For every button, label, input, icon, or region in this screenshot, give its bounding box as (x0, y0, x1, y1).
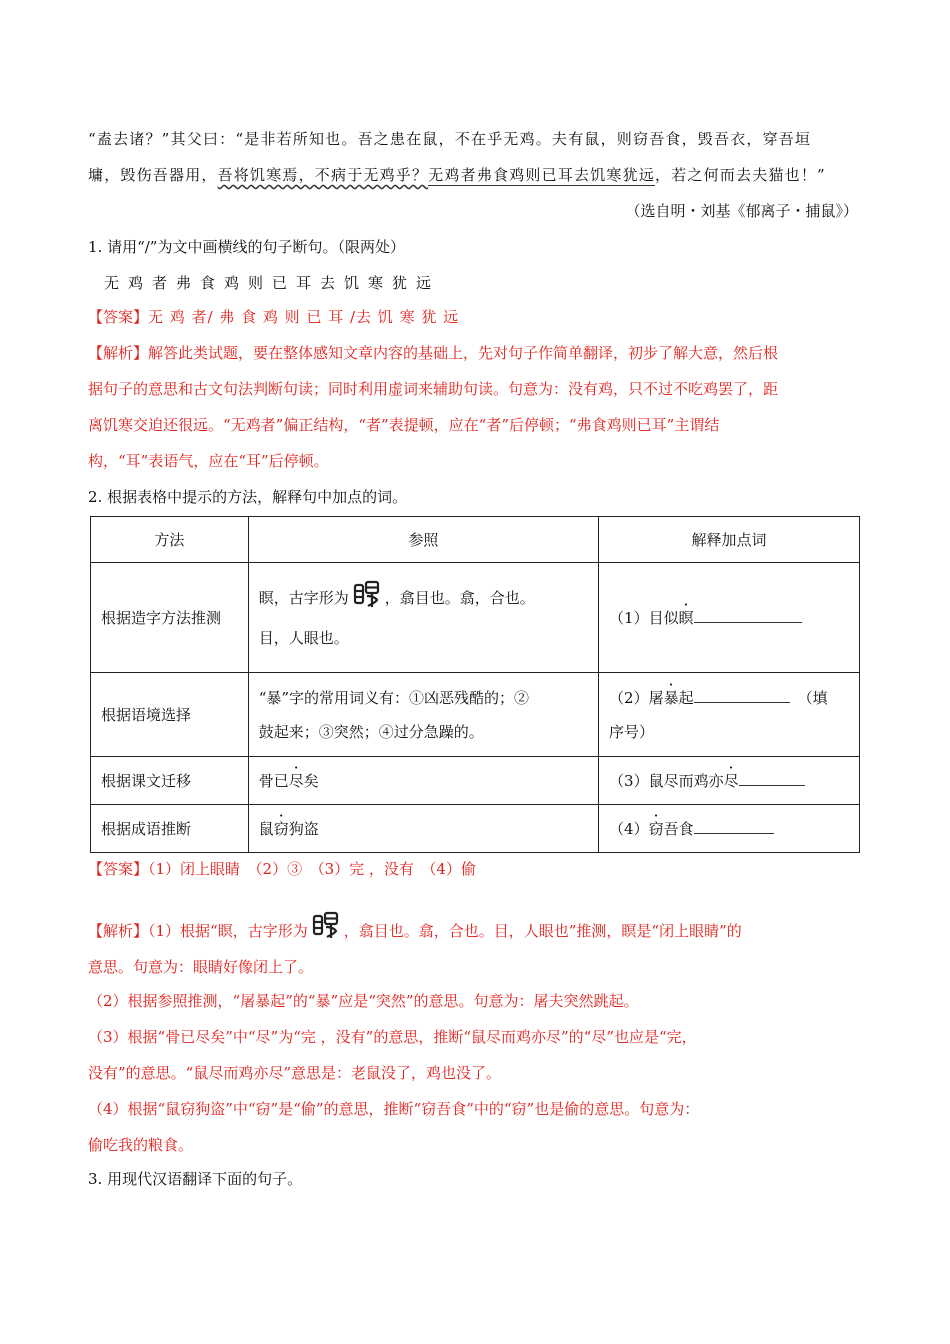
passage-source: （选自明・刘基《郁离子・捕鼠》） (625, 202, 858, 220)
row-reference (248, 757, 598, 805)
reference-text: “暴”字的常用词义有：①凶恶残酷的；② (258, 688, 530, 707)
analysis-text: ，翕目也。翕，合也。目，人眼也”推测，瞑是“闭上眼睛”的 (343, 922, 742, 940)
row-method: 根据造字方法推测 (91, 563, 249, 673)
q3-question: 3. 用现代汉语翻译下面的句子。 (88, 1170, 303, 1188)
q2-analysis-line-6: （4）根据“鼠窃狗盗”中“窃”是“偷”的意思，推断“窃吾食”中的“窃”也是偷的意思。句意为： (88, 1100, 700, 1118)
explanation-text: （3）鼠尽而鸡亦 (609, 771, 724, 790)
explanation-text: 序号） (609, 722, 655, 741)
answer-blank[interactable] (694, 819, 774, 834)
header-method: 方法 (91, 517, 249, 563)
q2-analysis-line-7: 偷吃我的粮食。 (88, 1136, 194, 1154)
q2-question: 2. 根据表格中提示的方法，解释句中加点的词。 (88, 488, 408, 506)
row-reference (248, 805, 598, 853)
analysis-tag: 【解析】 (88, 922, 149, 940)
answer-blank[interactable] (694, 608, 802, 623)
dotted-word: 尽 (723, 771, 739, 790)
reference-text: 鼠 (258, 819, 274, 838)
row-reference (248, 673, 598, 757)
header-explanation: 解释加点词 (599, 517, 860, 563)
reference-text: 矣 (303, 771, 319, 790)
row-explanation (599, 757, 860, 805)
reference-text: ，翕目也。翕，合也。 (384, 588, 535, 607)
q2-analysis-line-2: 意思。句意为：眼睛好像闭上了。 (88, 958, 314, 976)
explanation-text: 吾食 (663, 819, 694, 838)
q2-analysis-line-5: 没有”的意思。“鼠尽而鸡亦尽”意思是：老鼠没了，鸡也没了。 (88, 1064, 502, 1082)
explanation-text: （4） (609, 819, 649, 838)
q1-analysis-line-3: 离饥寒交迫还很远。“无鸡者”偏正结构，“者”表提顿，应在“者”后停顿；“弗食鸡则已耳”主谓结 (88, 416, 720, 434)
header-reference: 参照 (248, 517, 598, 563)
explanation-text: （填 (797, 688, 828, 707)
analysis-tag: 【解析】 (88, 344, 149, 362)
dotted-word: 尽 (288, 771, 304, 790)
answer-tag: 【答案】 (88, 860, 149, 878)
answer-text: 无 鸡 者/ 弗 食 鸡 则 已 耳 /去 饥 寒 犹 远 (148, 308, 460, 326)
answer-tag: 【答案】 (88, 308, 149, 326)
table-row (91, 563, 860, 673)
row-reference (248, 563, 598, 673)
explanation-text: （1）目似 (609, 608, 679, 627)
reference-text: 鼓起来；③突然；④过分急躁的。 (258, 722, 484, 741)
passage-text: ，若之何而去夫猫也！” (655, 166, 826, 184)
q1-answer (88, 306, 860, 328)
wavy-underlined-sentence: 吾将饥寒焉，不病于无鸡乎？ (217, 166, 429, 184)
passage-line-2 (88, 164, 860, 186)
analysis-text: 解答此类试题，要在整体感知文章内容的基础上，先对句子作简单翻译，初步了解大意，然后根 (148, 344, 779, 362)
passage-text: 墉，毁伤吾器用， (88, 166, 218, 184)
explanation-text: 起 (678, 688, 694, 707)
seal-script-ming-glyph-icon (312, 910, 340, 940)
table-header-row (91, 517, 860, 563)
dotted-word: 瞑 (678, 608, 694, 627)
q2-answer (88, 858, 860, 880)
reference-text: 狗盗 (288, 819, 319, 838)
seal-script-ming-glyph-icon (353, 579, 381, 609)
reference-text: 骨已 (258, 771, 289, 790)
reference-text: 瞑，古字形为 (258, 588, 349, 607)
table-row (91, 805, 860, 853)
dotted-word: 窃 (648, 819, 664, 838)
q1-analysis-line-4: 构，“耳”表语气，应在“耳”后停顿。 (88, 452, 329, 470)
q1-analysis-line-1 (88, 342, 860, 364)
analysis-text: （1）根据“瞑，古字形为 (148, 922, 308, 940)
row-explanation (599, 673, 860, 757)
q1-sentence: 无鸡者弗食鸡则已耳去饥寒犹远 (104, 274, 441, 292)
row-method: 根据语境选择 (91, 673, 249, 757)
q1-question: 1. 请用“/”为文中画横线的句子断句。（限两处） (88, 238, 405, 256)
row-explanation (599, 563, 860, 673)
dotted-word: 暴 (663, 688, 679, 707)
table-row (91, 757, 860, 805)
passage-line-1: “盍去诸？”其父曰：“是非若所知也。吾之患在鼠，不在乎无鸡。夫有鼠，则窃吾食，毁吾衣，穿吾垣 (88, 130, 812, 148)
row-method: 根据成语推断 (91, 805, 249, 853)
q2-analysis-line-1 (88, 910, 860, 946)
dotted-word: 窃 (273, 819, 289, 838)
row-method: 根据课文迁移 (91, 757, 249, 805)
answer-blank[interactable] (694, 688, 790, 703)
row-explanation (599, 805, 860, 853)
answer-text: （1）闭上眼睛 （2）③ （3）完 ，没有 （4）偷 (148, 860, 476, 878)
table-row (91, 673, 860, 757)
method-table (90, 516, 860, 853)
explanation-text: （2）屠 (609, 688, 664, 707)
underlined-sentence: 无鸡者弗食鸡则已耳去饥寒犹远 (428, 166, 656, 184)
answer-blank[interactable] (739, 771, 805, 786)
q2-analysis-line-4: （3）根据“骨已尽矣”中“尽”为“完 ，没有”的意思，推断“鼠尽而鸡亦尽”的“尽”也应是“完， (88, 1028, 697, 1046)
q2-analysis-line-3: （2）根据参照推测，“屠暴起”的“暴”应是“突然”的意思。句意为：屠夫突然跳起。 (88, 992, 639, 1010)
reference-text: 目，人眼也。 (258, 628, 349, 647)
q1-analysis-line-2: 据句子的意思和古文句法判断句读；同时利用虚词来辅助句读。句意为：没有鸡，只不过不吃鸡罢了，距 (88, 380, 779, 398)
